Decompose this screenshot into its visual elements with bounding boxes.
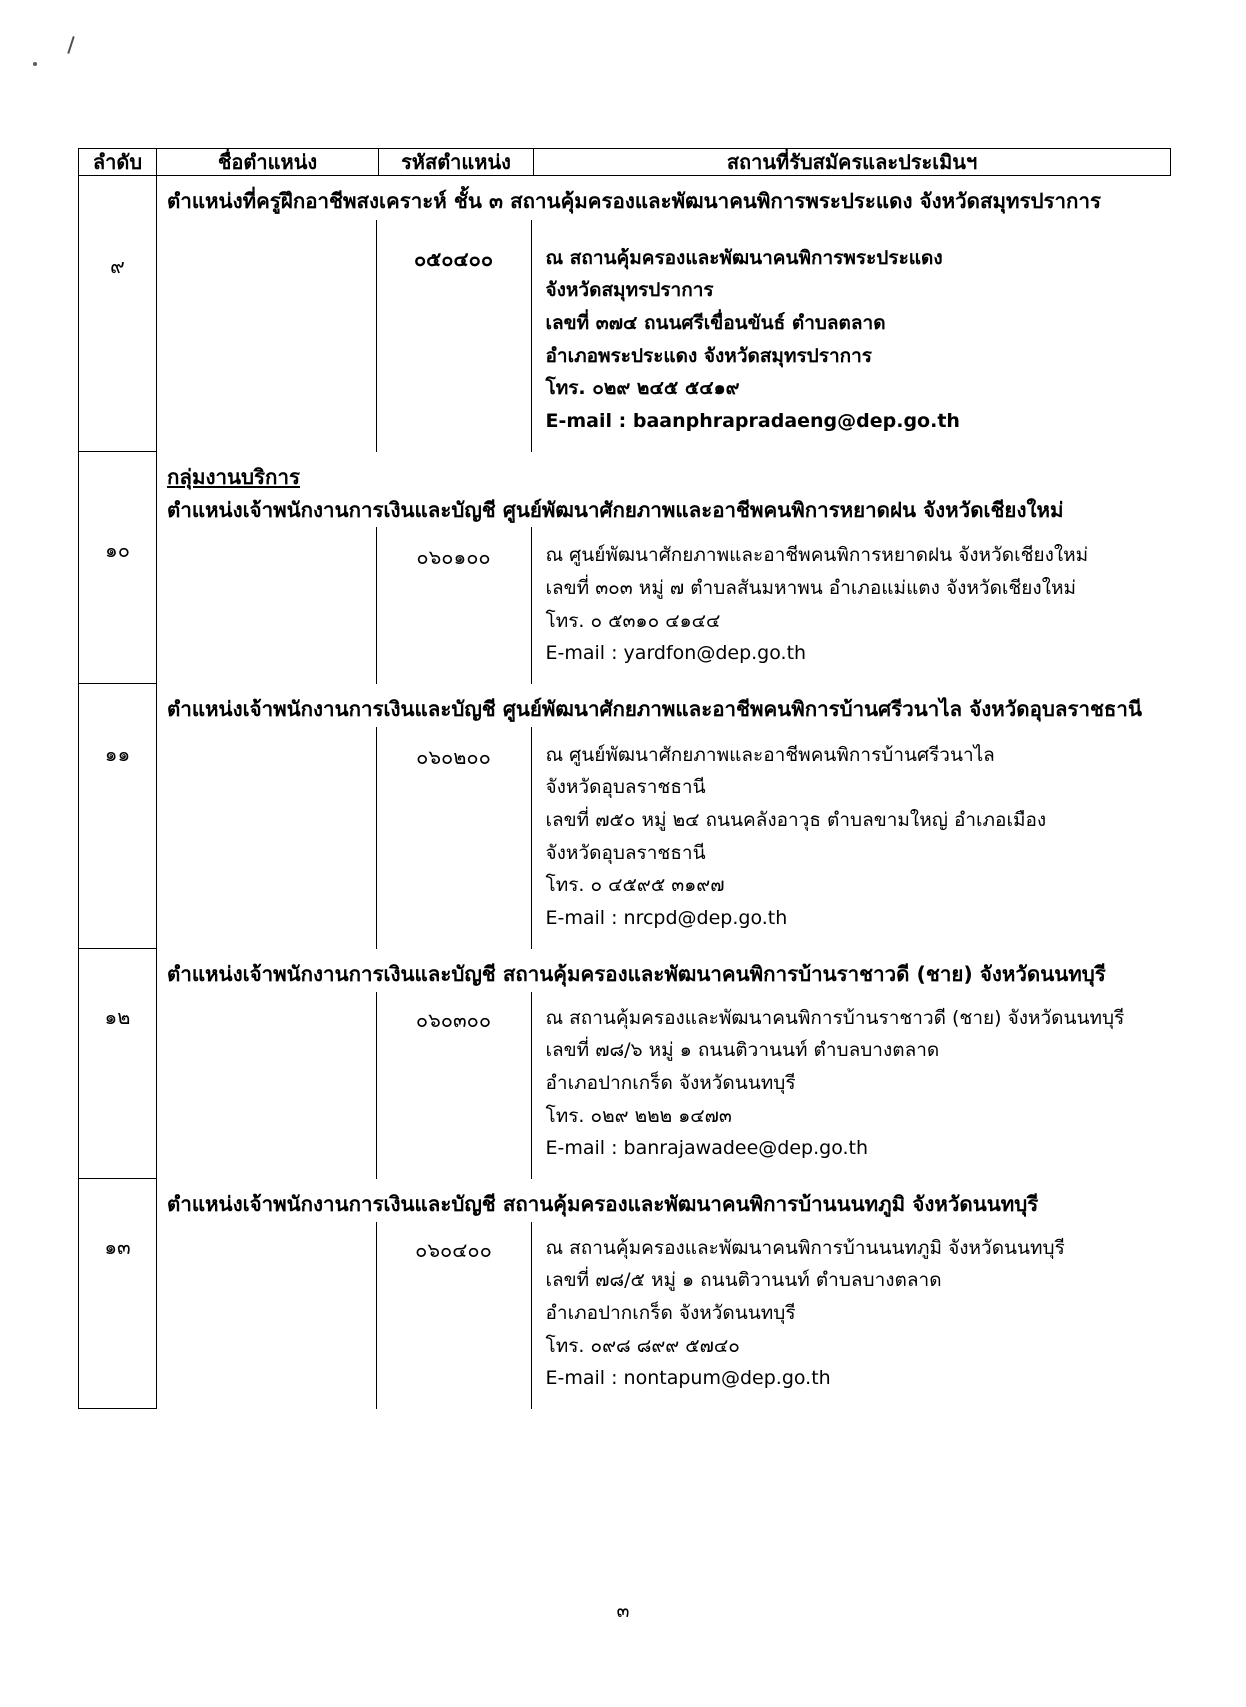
table-row — [79, 1179, 1171, 1409]
row-order-number: ๑๓ — [79, 1179, 157, 1409]
row-position-code: ๐๖๐๑๐๐ — [376, 527, 531, 684]
place-line: เลขที่ ๓๗๔ ถนนศรีเขื่อนขันธ์ ตำบลตลาด — [545, 312, 886, 335]
row-position-title: ตำแหน่งเจ้าพนักงานการเงินและบัญชี สถานคุ้มครองและพัฒนาคนพิการบ้านราชาวดี (ชาย) จังหวัดนนทบุรี — [167, 961, 1106, 986]
table-body — [79, 176, 1171, 1409]
row-place-block — [531, 527, 1171, 684]
place-line: เลขที่ ๗๕๐ หมู่ ๒๔ ถนนคลังอาวุธ ตำบลขามใหญ่ อำเภอเมือง — [545, 809, 1047, 832]
place-line-phone: โทร. ๐๒๙ ๒๔๕ ๕๔๑๙ — [545, 377, 740, 400]
table-row — [79, 176, 1171, 452]
row-group-heading: กลุ่มงานบริการ — [167, 464, 300, 489]
place-line-email: E-mail : baanphrapradaeng@dep.go.th — [545, 410, 960, 433]
place-line: จังหวัดอุบลราชธานี — [545, 776, 706, 799]
row-order-number: ๑๒ — [79, 949, 157, 1179]
place-line: ณ ศูนย์พัฒนาศักยภาพและอาชีพคนพิการบ้านศรีวนาไล — [545, 743, 995, 766]
place-line: ณ สถานคุ้มครองและพัฒนาคนพิการพระประแดง — [545, 246, 943, 269]
place-line: ณ สถานคุ้มครองและพัฒนาคนพิการบ้านราชาวดี (ชาย) จังหวัดนนทบุรี — [545, 1006, 1125, 1029]
place-line: อำเภอปากเกร็ด จังหวัดนนทบุรี — [545, 1301, 796, 1324]
table-row — [79, 684, 1171, 949]
row-order-number: ๑๑ — [79, 684, 157, 949]
row-order-number: ๑๐ — [79, 452, 157, 684]
row-position-title: ตำแหน่งเจ้าพนักงานการเงินและบัญชี ศูนย์พัฒนาศักยภาพและอาชีพคนพิการบ้านศรีวนาไล จังหวัดอุบลราชธานี — [167, 696, 1142, 721]
row-place-block — [531, 992, 1171, 1179]
page-number: ๓ — [616, 1600, 630, 1622]
place-line-email: E-mail : nontapum@dep.go.th — [545, 1367, 831, 1390]
table-header-row — [79, 149, 1171, 176]
row-position-code: ๐๖๐๓๐๐ — [376, 992, 531, 1179]
positions-table — [78, 148, 1171, 1409]
row-position-title: ตำแหน่งเจ้าพนักงานการเงินและบัญชี ศูนย์พัฒนาศักยภาพและอาชีพคนพิการหยาดฝน จังหวัดเชียงใหม่ — [167, 497, 1064, 522]
column-header-position-code: รหัสตำแหน่ง — [379, 149, 534, 176]
row-place-block — [531, 1222, 1171, 1409]
place-line-phone: โทร. ๐๒๙ ๒๒๒ ๑๔๗๓ — [545, 1104, 732, 1127]
place-line-email: E-mail : yardfon@dep.go.th — [545, 642, 807, 665]
table-header — [79, 149, 1171, 176]
row-order-number: ๙ — [79, 176, 157, 452]
row-position-code: ๐๖๐๒๐๐ — [376, 727, 531, 949]
place-line: เลขที่ ๗๘/๖ หมู่ ๑ ถนนติวานนท์ ตำบลบางตลาด — [545, 1039, 940, 1062]
place-line-phone: โทร. ๐ ๔๕๙๕ ๓๑๙๗ — [545, 874, 725, 897]
scan-artifact-dot — [33, 62, 37, 66]
place-line: เลขที่ ๓๐๓ หมู่ ๗ ตำบลสันมหาพน อำเภอแม่แตง จังหวัดเชียงใหม่ — [545, 576, 1077, 599]
place-line: จังหวัดอุบลราชธานี — [545, 841, 706, 864]
column-header-order: ลำดับ — [79, 149, 157, 176]
place-line-email: E-mail : banrajawadee@dep.go.th — [545, 1137, 869, 1160]
row-place-block — [531, 220, 1171, 452]
table-row — [79, 452, 1171, 684]
table-row — [79, 949, 1171, 1179]
row-position-code: ๐๕๐๔๐๐ — [376, 220, 531, 452]
place-line-phone: โทร. ๐๙๘ ๘๙๙ ๕๗๔๐ — [545, 1334, 740, 1357]
row-position-title: ตำแหน่งที่ครูฝึกอาชีพสงเคราะห์ ชั้น ๓ สถานคุ้มครองและพัฒนาคนพิการพระประแดง จังหวัดสมุทรปราการ — [167, 189, 1101, 213]
row-position-title: ตำแหน่งเจ้าพนักงานการเงินและบัญชี สถานคุ้มครองและพัฒนาคนพิการบ้านนนทภูมิ จังหวัดนนทบุรี — [167, 1191, 1039, 1216]
place-line: ณ สถานคุ้มครองและพัฒนาคนพิการบ้านนนทภูมิ จังหวัดนนทบุรี — [545, 1236, 1065, 1259]
place-line: จังหวัดสมุทรปราการ — [545, 279, 714, 302]
place-line: อำเภอพระประแดง จังหวัดสมุทรปราการ — [545, 344, 872, 367]
scan-artifact-mark — [67, 36, 74, 54]
place-line-email: E-mail : nrcpd@dep.go.th — [545, 907, 788, 930]
row-place-block — [531, 727, 1171, 949]
place-line: เลขที่ ๗๘/๕ หมู่ ๑ ถนนติวานนท์ ตำบลบางตลาด — [545, 1269, 942, 1292]
row-position-code: ๐๖๐๔๐๐ — [376, 1222, 531, 1409]
place-line: อำเภอปากเกร็ด จังหวัดนนทบุรี — [545, 1071, 796, 1094]
column-header-application-place: สถานที่รับสมัครและประเมินฯ — [534, 149, 1171, 176]
place-line-phone: โทร. ๐ ๕๓๑๐ ๔๑๔๔ — [545, 609, 721, 632]
place-line: ณ ศูนย์พัฒนาศักยภาพและอาชีพคนพิการหยาดฝน จังหวัดเชียงใหม่ — [545, 544, 1089, 567]
column-header-position-name: ชื่อตำแหน่ง — [157, 149, 379, 176]
